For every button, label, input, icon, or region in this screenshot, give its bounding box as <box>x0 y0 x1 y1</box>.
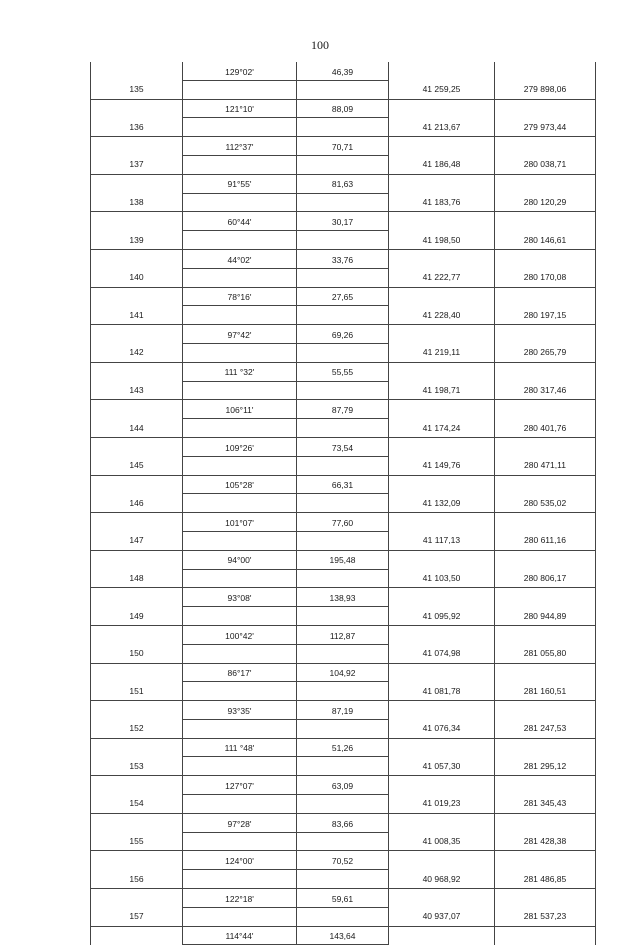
empty-cell <box>495 400 596 419</box>
distance-cell: 87,79 <box>297 400 389 419</box>
point-row <box>91 569 596 588</box>
empty-cell <box>495 813 596 832</box>
empty-cell <box>297 907 389 926</box>
x-coordinate-cell: 41 186,48 <box>389 155 495 174</box>
y-coordinate-cell: 280 317,46 <box>495 381 596 400</box>
angle-cell: 114°44' <box>183 926 297 945</box>
empty-cell <box>389 287 495 306</box>
empty-cell <box>297 155 389 174</box>
distance-cell: 63,09 <box>297 776 389 795</box>
point-id-cell: 146 <box>91 494 183 513</box>
empty-cell <box>183 193 297 212</box>
x-coordinate-cell: 41 222,77 <box>389 268 495 287</box>
angle-cell: 111 °48' <box>183 738 297 757</box>
point-row <box>91 795 596 814</box>
empty-cell <box>389 362 495 381</box>
distance-cell: 70,71 <box>297 137 389 156</box>
empty-cell <box>495 663 596 682</box>
y-coordinate-cell: 279 973,44 <box>495 118 596 137</box>
empty-cell <box>495 513 596 532</box>
empty-cell <box>297 644 389 663</box>
empty-cell <box>91 588 183 607</box>
point-row <box>91 268 596 287</box>
x-coordinate-cell: 40 937,07 <box>389 907 495 926</box>
distance-cell: 81,63 <box>297 174 389 193</box>
y-coordinate-cell: 280 265,79 <box>495 343 596 362</box>
segment-row <box>91 550 596 569</box>
empty-cell <box>495 174 596 193</box>
empty-cell <box>91 663 183 682</box>
empty-cell <box>91 325 183 344</box>
distance-cell: 33,76 <box>297 249 389 268</box>
x-coordinate-cell: 41 213,67 <box>389 118 495 137</box>
y-coordinate-cell: 280 197,15 <box>495 306 596 325</box>
y-coordinate-cell: 280 170,08 <box>495 268 596 287</box>
segment-row <box>91 776 596 795</box>
distance-cell: 69,26 <box>297 325 389 344</box>
segment-row <box>91 325 596 344</box>
point-id-cell: 136 <box>91 118 183 137</box>
x-coordinate-cell: 41 008,35 <box>389 832 495 851</box>
empty-cell <box>91 400 183 419</box>
x-coordinate-cell: 41 174,24 <box>389 419 495 438</box>
point-id-cell: 144 <box>91 419 183 438</box>
empty-cell <box>389 776 495 795</box>
x-coordinate-cell: 41 219,11 <box>389 343 495 362</box>
empty-cell <box>297 268 389 287</box>
coordinates-table <box>90 62 596 945</box>
point-id-cell: 139 <box>91 231 183 250</box>
y-coordinate-cell: 280 146,61 <box>495 231 596 250</box>
x-coordinate-cell: 41 117,13 <box>389 531 495 550</box>
x-coordinate-cell: 41 183,76 <box>389 193 495 212</box>
x-coordinate-cell: 41 132,09 <box>389 494 495 513</box>
empty-cell <box>389 625 495 644</box>
empty-cell <box>91 738 183 757</box>
empty-cell <box>91 625 183 644</box>
point-row <box>91 419 596 438</box>
point-id-cell: 155 <box>91 832 183 851</box>
empty-cell <box>183 80 297 99</box>
empty-cell <box>495 437 596 456</box>
point-row <box>91 381 596 400</box>
segment-row <box>91 362 596 381</box>
point-row <box>91 231 596 250</box>
empty-cell <box>297 456 389 475</box>
y-coordinate-cell: 280 944,89 <box>495 607 596 626</box>
empty-cell <box>91 249 183 268</box>
point-id-cell: 135 <box>91 80 183 99</box>
x-coordinate-cell: 41 019,23 <box>389 795 495 814</box>
point-id-cell: 143 <box>91 381 183 400</box>
angle-cell: 100°42' <box>183 625 297 644</box>
empty-cell <box>91 851 183 870</box>
empty-cell <box>495 851 596 870</box>
empty-cell <box>183 644 297 663</box>
empty-cell <box>495 212 596 231</box>
empty-cell <box>91 99 183 118</box>
empty-cell <box>183 118 297 137</box>
x-coordinate-cell: 41 228,40 <box>389 306 495 325</box>
empty-cell <box>389 588 495 607</box>
distance-cell: 46,39 <box>297 62 389 80</box>
x-coordinate-cell: 41 095,92 <box>389 607 495 626</box>
empty-cell <box>495 137 596 156</box>
empty-cell <box>389 813 495 832</box>
y-coordinate-cell: 281 537,23 <box>495 907 596 926</box>
empty-cell <box>495 550 596 569</box>
empty-cell <box>183 607 297 626</box>
empty-cell <box>495 625 596 644</box>
empty-cell <box>183 419 297 438</box>
empty-cell <box>495 325 596 344</box>
angle-cell: 124°00' <box>183 851 297 870</box>
empty-cell <box>389 475 495 494</box>
point-id-cell: 149 <box>91 607 183 626</box>
empty-cell <box>495 249 596 268</box>
empty-cell <box>183 231 297 250</box>
empty-cell <box>297 719 389 738</box>
empty-cell <box>297 607 389 626</box>
empty-cell <box>389 437 495 456</box>
empty-cell <box>389 99 495 118</box>
point-row <box>91 870 596 889</box>
empty-cell <box>91 212 183 231</box>
y-coordinate-cell: 280 471,11 <box>495 456 596 475</box>
distance-cell: 51,26 <box>297 738 389 757</box>
empty-cell <box>495 362 596 381</box>
point-row <box>91 907 596 926</box>
empty-cell <box>91 137 183 156</box>
empty-cell <box>91 550 183 569</box>
segment-row <box>91 400 596 419</box>
empty-cell <box>183 832 297 851</box>
point-row <box>91 682 596 701</box>
point-id-cell: 150 <box>91 644 183 663</box>
empty-cell <box>389 663 495 682</box>
empty-cell <box>297 118 389 137</box>
point-row <box>91 832 596 851</box>
point-row <box>91 155 596 174</box>
segment-row <box>91 249 596 268</box>
empty-cell <box>297 193 389 212</box>
angle-cell: 93°35' <box>183 701 297 720</box>
angle-cell: 129°02' <box>183 62 297 80</box>
y-coordinate-cell: 281 160,51 <box>495 682 596 701</box>
empty-cell <box>495 475 596 494</box>
empty-cell <box>183 719 297 738</box>
empty-cell <box>495 287 596 306</box>
empty-cell <box>183 306 297 325</box>
empty-cell <box>495 62 596 80</box>
angle-cell: 105°28' <box>183 475 297 494</box>
empty-cell <box>91 475 183 494</box>
distance-cell: 104,92 <box>297 663 389 682</box>
empty-cell <box>183 381 297 400</box>
segment-row <box>91 174 596 193</box>
y-coordinate-cell: 281 486,85 <box>495 870 596 889</box>
angle-cell: 60°44' <box>183 212 297 231</box>
x-coordinate-cell: 41 074,98 <box>389 644 495 663</box>
angle-cell: 91°55' <box>183 174 297 193</box>
angle-cell: 106°11' <box>183 400 297 419</box>
empty-cell <box>297 832 389 851</box>
angle-cell: 94°00' <box>183 550 297 569</box>
point-row <box>91 531 596 550</box>
x-coordinate-cell: 41 076,34 <box>389 719 495 738</box>
empty-cell <box>297 419 389 438</box>
point-row <box>91 193 596 212</box>
empty-cell <box>91 813 183 832</box>
empty-cell <box>495 926 596 945</box>
point-row <box>91 494 596 513</box>
point-id-cell: 141 <box>91 306 183 325</box>
empty-cell <box>183 343 297 362</box>
empty-cell <box>389 137 495 156</box>
point-row <box>91 607 596 626</box>
segment-row <box>91 625 596 644</box>
distance-cell: 88,09 <box>297 99 389 118</box>
page-number: 100 <box>311 38 329 52</box>
coordinates-table-body <box>91 62 596 945</box>
empty-cell <box>389 926 495 945</box>
empty-cell <box>183 795 297 814</box>
x-coordinate-cell: 40 968,92 <box>389 870 495 889</box>
segment-row <box>91 701 596 720</box>
distance-cell: 70,52 <box>297 851 389 870</box>
point-id-cell: 138 <box>91 193 183 212</box>
y-coordinate-cell: 280 401,76 <box>495 419 596 438</box>
x-coordinate-cell: 41 149,76 <box>389 456 495 475</box>
point-row <box>91 80 596 99</box>
angle-cell: 109°26' <box>183 437 297 456</box>
distance-cell: 66,31 <box>297 475 389 494</box>
x-coordinate-cell: 41 057,30 <box>389 757 495 776</box>
segment-row <box>91 437 596 456</box>
empty-cell <box>183 870 297 889</box>
angle-cell: 111 °32' <box>183 362 297 381</box>
y-coordinate-cell: 281 345,43 <box>495 795 596 814</box>
segment-row <box>91 62 596 80</box>
empty-cell <box>91 926 183 945</box>
x-coordinate-cell: 41 198,50 <box>389 231 495 250</box>
point-row <box>91 306 596 325</box>
empty-cell <box>389 701 495 720</box>
point-id-cell: 145 <box>91 456 183 475</box>
empty-cell <box>389 249 495 268</box>
point-id-cell: 148 <box>91 569 183 588</box>
empty-cell <box>91 513 183 532</box>
distance-cell: 55,55 <box>297 362 389 381</box>
distance-cell: 87,19 <box>297 701 389 720</box>
empty-cell <box>91 362 183 381</box>
angle-cell: 101°07' <box>183 513 297 532</box>
empty-cell <box>91 776 183 795</box>
distance-cell: 59,61 <box>297 889 389 908</box>
empty-cell <box>297 80 389 99</box>
empty-cell <box>389 174 495 193</box>
y-coordinate-cell: 280 535,02 <box>495 494 596 513</box>
empty-cell <box>297 381 389 400</box>
point-id-cell: 137 <box>91 155 183 174</box>
y-coordinate-cell: 281 055,80 <box>495 644 596 663</box>
empty-cell <box>495 588 596 607</box>
empty-cell <box>297 531 389 550</box>
empty-cell <box>183 155 297 174</box>
angle-cell: 86°17' <box>183 663 297 682</box>
point-id-cell: 142 <box>91 343 183 362</box>
segment-row <box>91 212 596 231</box>
empty-cell <box>389 550 495 569</box>
distance-cell: 83,66 <box>297 813 389 832</box>
segment-row <box>91 738 596 757</box>
point-row <box>91 343 596 362</box>
empty-cell <box>183 456 297 475</box>
empty-cell <box>495 738 596 757</box>
empty-cell <box>297 682 389 701</box>
angle-cell: 97°42' <box>183 325 297 344</box>
angle-cell: 112°37' <box>183 137 297 156</box>
empty-cell <box>297 757 389 776</box>
point-row <box>91 757 596 776</box>
angle-cell: 78°16' <box>183 287 297 306</box>
angle-cell: 44°02' <box>183 249 297 268</box>
x-coordinate-cell: 41 198,71 <box>389 381 495 400</box>
empty-cell <box>91 701 183 720</box>
empty-cell <box>183 531 297 550</box>
empty-cell <box>183 569 297 588</box>
distance-cell: 73,54 <box>297 437 389 456</box>
distance-cell: 30,17 <box>297 212 389 231</box>
empty-cell <box>389 325 495 344</box>
empty-cell <box>389 212 495 231</box>
point-id-cell: 151 <box>91 682 183 701</box>
empty-cell <box>297 306 389 325</box>
angle-cell: 121°10' <box>183 99 297 118</box>
angle-cell: 97°28' <box>183 813 297 832</box>
distance-cell: 138,93 <box>297 588 389 607</box>
empty-cell <box>183 907 297 926</box>
empty-cell <box>297 494 389 513</box>
empty-cell <box>389 400 495 419</box>
distance-cell: 27,65 <box>297 287 389 306</box>
point-id-cell: 140 <box>91 268 183 287</box>
point-id-cell: 157 <box>91 907 183 926</box>
point-id-cell: 153 <box>91 757 183 776</box>
empty-cell <box>183 757 297 776</box>
y-coordinate-cell: 280 120,29 <box>495 193 596 212</box>
empty-cell <box>389 513 495 532</box>
empty-cell <box>495 701 596 720</box>
empty-cell <box>389 62 495 80</box>
segment-row <box>91 926 596 945</box>
empty-cell <box>495 776 596 795</box>
y-coordinate-cell: 280 038,71 <box>495 155 596 174</box>
empty-cell <box>297 343 389 362</box>
point-id-cell: 147 <box>91 531 183 550</box>
segment-row <box>91 287 596 306</box>
angle-cell: 127°07' <box>183 776 297 795</box>
y-coordinate-cell: 280 806,17 <box>495 569 596 588</box>
point-row <box>91 719 596 738</box>
segment-row <box>91 513 596 532</box>
empty-cell <box>389 738 495 757</box>
distance-cell: 112,87 <box>297 625 389 644</box>
empty-cell <box>91 287 183 306</box>
distance-cell: 77,60 <box>297 513 389 532</box>
x-coordinate-cell: 41 103,50 <box>389 569 495 588</box>
empty-cell <box>297 870 389 889</box>
segment-row <box>91 137 596 156</box>
point-id-cell: 156 <box>91 870 183 889</box>
y-coordinate-cell: 281 428,38 <box>495 832 596 851</box>
point-row <box>91 644 596 663</box>
x-coordinate-cell: 41 081,78 <box>389 682 495 701</box>
segment-row <box>91 99 596 118</box>
angle-cell: 93°08' <box>183 588 297 607</box>
empty-cell <box>183 268 297 287</box>
segment-row <box>91 851 596 870</box>
point-id-cell: 154 <box>91 795 183 814</box>
angle-cell: 122°18' <box>183 889 297 908</box>
empty-cell <box>495 99 596 118</box>
distance-cell: 195,48 <box>297 550 389 569</box>
point-row <box>91 456 596 475</box>
empty-cell <box>297 231 389 250</box>
y-coordinate-cell: 281 295,12 <box>495 757 596 776</box>
empty-cell <box>297 795 389 814</box>
y-coordinate-cell: 281 247,53 <box>495 719 596 738</box>
empty-cell <box>183 682 297 701</box>
segment-row <box>91 813 596 832</box>
empty-cell <box>183 494 297 513</box>
empty-cell <box>389 851 495 870</box>
segment-row <box>91 475 596 494</box>
y-coordinate-cell: 280 611,16 <box>495 531 596 550</box>
x-coordinate-cell: 41 259,25 <box>389 80 495 99</box>
point-row <box>91 118 596 137</box>
empty-cell <box>297 569 389 588</box>
y-coordinate-cell: 279 898,06 <box>495 80 596 99</box>
empty-cell <box>91 174 183 193</box>
point-id-cell: 152 <box>91 719 183 738</box>
segment-row <box>91 588 596 607</box>
empty-cell <box>91 437 183 456</box>
distance-cell: 143,64 <box>297 926 389 945</box>
segment-row <box>91 663 596 682</box>
empty-cell <box>91 62 183 80</box>
